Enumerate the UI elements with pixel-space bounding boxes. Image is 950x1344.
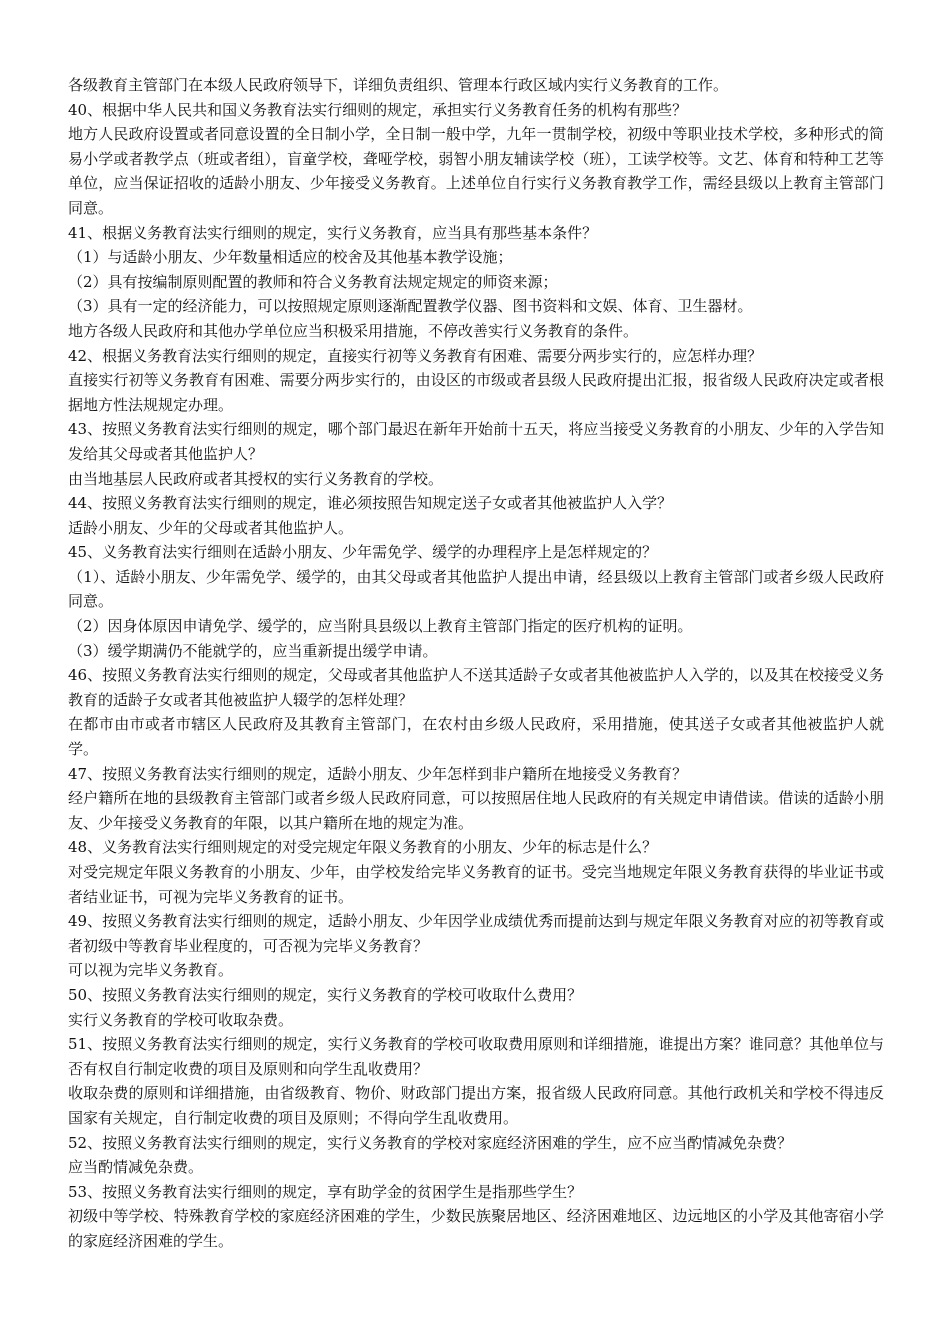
question-line: 53、按照义务教育法实行细则的规定，享有助学金的贫困学生是指那些学生？	[68, 1182, 583, 1201]
answer-line: 地方各级人民政府和其他办学单位应当积极采用措施，不停改善实行义务教育的条件。	[68, 321, 639, 340]
question-line: 40、根据中华人民共和国义务教育法实行细则的规定，承担实行义务教育任务的机构有那些？	[68, 100, 688, 119]
document-page	[68, 73, 884, 1254]
answer-line: 可以视为完毕义务教育。	[68, 961, 234, 980]
answer-item: （1）、适龄小朋友、少年需免学、缓学的，由其父母或者其他监护人提出申请，经县级以上教育主管部门或者乡级人民政府同意。	[68, 567, 884, 611]
answer-item: （2）因身体原因申请免学、缓学的，应当附具县级以上教育主管部门指定的医疗机构的证明。	[68, 617, 693, 636]
question-line: 51、按照义务教育法实行细则的规定，实行义务教育的学校可收取费用原则和详细措施，谁提出方案？谁同意？其他单位与否有权自行制定收费的项目及原则和向学生乱收费用？	[68, 1035, 884, 1078]
answer-item: （2）具有按编制原则配置的教师和符合义务教育法规定规定的师资来源；	[68, 272, 558, 291]
answer-line: 应当酌情减免杂费。	[68, 1158, 204, 1177]
question-line: 47、按照义务教育法实行细则的规定，适龄小朋友、少年怎样到非户籍所在地接受义务教育？	[68, 764, 688, 783]
answer-line: 在都市由市或者市辖区人民政府及其教育主管部门，在农村由乡级人民政府，采用措施，使其送子女或者其他被监护人就学。	[68, 715, 884, 759]
answer-item: （1）与适龄小朋友、少年数量相适应的校舍及其他基本教学设施；	[68, 248, 513, 267]
answer-line: 初级中等学校、特殊教育学校的家庭经济困难的学生，少数民族聚居地区、经济困难地区、边远地区的小学及其他寄宿小学的家庭经济困难的学生。	[68, 1207, 884, 1250]
answer-line: 由当地基层人民政府或者其授权的实行义务教育的学校。	[68, 469, 444, 488]
question-line: 41、根据义务教育法实行细则的规定，实行义务教育，应当具有那些基本条件？	[68, 223, 598, 242]
question-line: 52、按照义务教育法实行细则的规定，实行义务教育的学校对家庭经济困难的学生，应不应当酌情减免杂费？	[68, 1133, 793, 1152]
answer-line: 直接实行初等义务教育有困难、需要分两步实行的，由设区的市级或者县级人民政府提出汇报，报省级人民政府决定或者根据地方性法规规定办理。	[68, 371, 884, 414]
text-line: 各级教育主管部门在本级人民政府领导下，详细负责组织、管理本行政区域内实行义务教育的工作。	[68, 76, 729, 94]
question-line: 46、按照义务教育法实行细则的规定，父母或者其他监护人不送其适龄子女或者其他被监护人入学的，以及其在校接受义务教育的适龄子女或者其他被监护人辍学的怎样处理？	[68, 666, 884, 709]
question-line: 50、按照义务教育法实行细则的规定，实行义务教育的学校可收取什么费用？	[68, 985, 583, 1004]
answer-line: 经户籍所在地的县级教育主管部门或者乡级人民政府同意，可以按照居住地人民政府的有关规定申请借读。借读的适龄小朋友、少年接受义务教育的年限，以其户籍所在地的规定为准。	[68, 789, 884, 832]
answer-line: 地方人民政府设置或者同意设置的全日制小学，全日制一般中学，九年一贯制学校，初级中等职业技术学校，多种形式的简易小学或者教学点（班或者组），盲童学校，聋哑学校，弱智小朋友辅读学校（班），工读学校等。文艺、体育和特种工艺等单位，应当保证招收的适龄小朋友、少年接受义务教育。上述单位自行实行义务教育教学工作，需经县级以上教育主管部门同意。	[68, 125, 884, 217]
answer-line: 适龄小朋友、少年的父母或者其他监护人。	[68, 518, 354, 537]
question-line: 48、义务教育法实行细则规定的对受完规定年限义务教育的小朋友、少年的标志是什么？	[68, 838, 658, 857]
answer-line: 实行义务教育的学校可收取杂费。	[68, 1010, 294, 1029]
answer-item: （3）缓学期满仍不能就学的，应当重新提出缓学申请。	[68, 641, 438, 660]
question-line: 43、按照义务教育法实行细则的规定，哪个部门最迟在新年开始前十五天，将应当接受义务教育的小朋友、少年的入学告知发给其父母或者其他监护人？	[68, 420, 884, 463]
answer-line: 对受完规定年限义务教育的小朋友、少年，由学校发给完毕义务教育的证书。受完当地规定年限义务教育获得的毕业证书或者结业证书，可视为完毕义务教育的证书。	[68, 863, 884, 906]
question-line: 49、按照义务教育法实行细则的规定，适龄小朋友、少年因学业成绩优秀而提前达到与规定年限义务教育对应的初等教育或者初级中等教育毕业程度的，可否视为完毕义务教育？	[68, 912, 884, 955]
answer-item: （3）具有一定的经济能力，可以按照规定原则逐渐配置教学仪器、图书资料和文娱、体育、卫生器材。	[68, 297, 753, 316]
answer-line: 收取杂费的原则和详细措施，由省级教育、物价、财政部门提出方案，报省级人民政府同意。其他行政机关和学校不得违反国家有关规定，自行制定收费的项目及原则；不得向学生乱收费用。	[68, 1084, 884, 1127]
question-line: 45、义务教育法实行细则在适龄小朋友、少年需免学、缓学的办理程序上是怎样规定的？	[68, 543, 658, 562]
question-line: 42、根据义务教育法实行细则的规定，直接实行初等义务教育有困难、需要分两步实行的，应怎样办理？	[68, 346, 763, 365]
question-line: 44、按照义务教育法实行细则的规定，谁必须按照告知规定送子女或者其他被监护人入学？	[68, 494, 673, 513]
